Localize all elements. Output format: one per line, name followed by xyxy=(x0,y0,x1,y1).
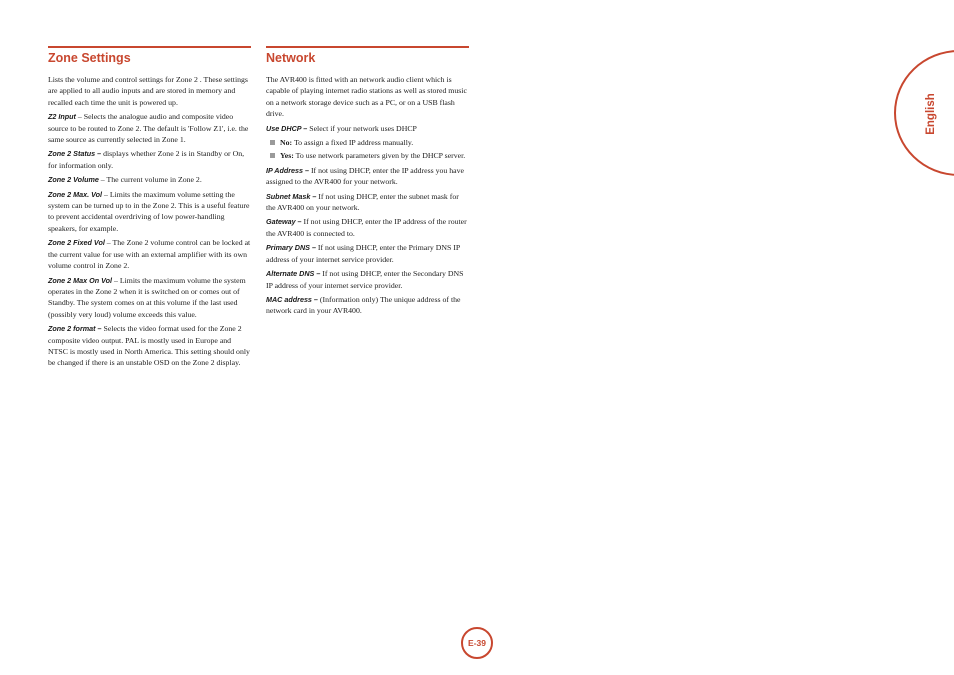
zone-settings-section xyxy=(48,46,251,372)
setting-term: Zone 2 Volume xyxy=(48,175,99,185)
setting-term: Gateway – xyxy=(266,217,302,227)
option-label: No: xyxy=(280,138,293,148)
setting-item xyxy=(266,294,469,317)
setting-description: (Information only) The unique address of the network card in your AVR400. xyxy=(266,294,461,316)
section-intro: The AVR400 is fitted with an network audio client which is capable of playing internet radio stations as well as stored music on a network storage device such as a PC, or on a USB flash drive. xyxy=(266,75,467,119)
setting-description: If not using DHCP, enter the Primary DNS IP address of your internet service provider. xyxy=(266,243,460,264)
setting-description: If not using DHCP, enter the IP address of the router the AVR400 is connected to. xyxy=(266,217,467,238)
language-label: English xyxy=(925,93,937,135)
setting-term: Alternate DNS – xyxy=(266,269,321,279)
setting-description: – The current volume in Zone 2. xyxy=(98,175,202,185)
setting-term: Z2 Input xyxy=(48,112,76,122)
option-description: To use network parameters given by the DHCP server. xyxy=(293,151,466,161)
setting-term: Zone 2 Status – xyxy=(48,149,102,159)
language-tab xyxy=(894,50,954,176)
page-number-badge: E-39 xyxy=(461,627,493,659)
setting-term: IP Address – xyxy=(266,165,310,175)
setting-description: – The Zone 2 volume control can be locked at the current value for use with an external amplifier with its own volume control in Zone 2. xyxy=(48,238,251,271)
setting-term: Zone 2 format – xyxy=(48,324,102,334)
setting-item xyxy=(266,191,469,214)
option-label: Yes: xyxy=(280,151,294,161)
setting-description: – Limits the maximum volume setting the system can be turned up to in the Zone 2. This is a useful feature to prevent accidental overdriving of low power-handling speakers, for example. xyxy=(48,189,250,233)
setting-item xyxy=(266,216,469,239)
setting-term: Primary DNS – xyxy=(266,243,316,253)
setting-term: Zone 2 Max. Vol xyxy=(48,189,103,199)
setting-description: If not using DHCP, enter the subnet mask for the AVR400 on your network. xyxy=(266,191,459,213)
setting-item xyxy=(48,148,251,171)
section-intro: Lists the volume and control settings for Zone 2 . These settings are applied to all audio inputs and are stored in memory and recalled each time the unit is powered up. xyxy=(48,75,248,107)
setting-item xyxy=(266,165,469,188)
setting-term: MAC address – xyxy=(266,294,318,304)
bullet-square-icon xyxy=(270,140,275,145)
setting-item xyxy=(48,275,251,321)
setting-description: Select if your network uses DHCP xyxy=(307,123,417,133)
setting-description: displays whether Zone 2 is in Standby or On, for information only. xyxy=(48,149,245,170)
option-description: To assign a fixed IP address manually. xyxy=(292,138,414,148)
section-title: Network xyxy=(266,51,316,65)
dhcp-options-list xyxy=(266,137,469,162)
section-rule xyxy=(48,46,251,48)
section-rule xyxy=(266,46,469,48)
setting-description: – Selects the analogue audio and composite video source to be routed to Zone 2. The default is 'Follow Z1', i.e. the same source as currently selected in Zone 1. xyxy=(48,112,249,145)
setting-description: If not using DHCP, enter the Secondary DNS IP address of your internet service provider. xyxy=(266,269,464,290)
setting-item xyxy=(266,242,469,265)
list-item xyxy=(266,150,469,161)
section-title: Zone Settings xyxy=(48,51,131,65)
setting-term: Zone 2 Fixed Vol xyxy=(48,238,105,248)
setting-description: – Limits the maximum volume the system operates in the Zone 2 when it is switched on or comes out of Standby. The system comes on at this volume if the last used (possibly very loud) volume exceeds this value. xyxy=(48,275,246,319)
list-item xyxy=(266,137,469,148)
setting-term: Use DHCP – xyxy=(266,123,308,133)
setting-description: Selects the video format used for the Zone 2 composite video output. PAL is mostly used in Europe and NTSC is mostly used in North America. This setting should only be changed if there is an unstable OSD on the Zone 2 display. xyxy=(48,324,250,368)
setting-item xyxy=(48,174,251,185)
network-section xyxy=(266,46,469,320)
setting-term: Subnet Mask – xyxy=(266,191,317,201)
setting-term: Zone 2 Max On Vol xyxy=(48,275,113,285)
setting-item xyxy=(48,323,251,369)
setting-item xyxy=(48,189,251,235)
setting-item xyxy=(266,123,469,134)
setting-description: If not using DHCP, enter the IP address you have assigned to the AVR400 for your network. xyxy=(266,165,464,187)
bullet-square-icon xyxy=(270,153,275,158)
setting-item xyxy=(48,111,251,145)
setting-item xyxy=(48,237,251,271)
setting-item xyxy=(266,268,469,291)
